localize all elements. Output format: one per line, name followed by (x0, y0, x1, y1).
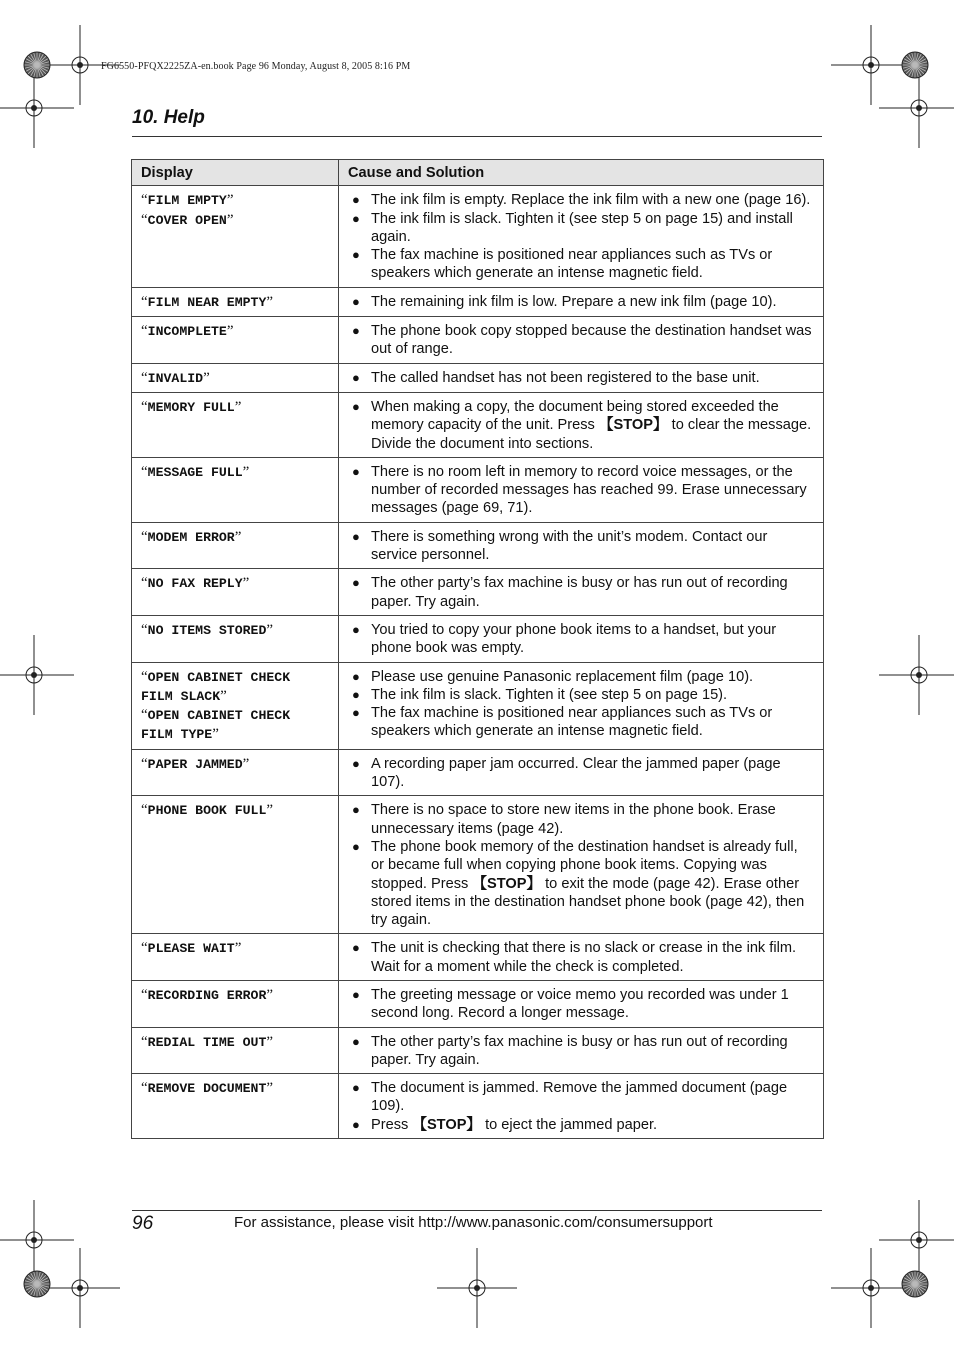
solution-item: ● The other party’s fax machine is busy or has run out of recording paper. Try again. (352, 575, 788, 610)
table-row (132, 522, 824, 569)
display-cell (132, 317, 339, 364)
solution-list (348, 939, 814, 976)
solution-cell (339, 662, 824, 749)
display-message-line: “PLEASE WAIT” (141, 940, 242, 957)
solution-list (348, 755, 814, 792)
solution-item: ● When making a copy, the document being stored exceeded the memory capacity of the unit. Press 【STOP】 to clear the message. Divide the document into sections. (352, 398, 812, 452)
display-cell (132, 980, 339, 1027)
bullet-icon: ● (352, 940, 360, 956)
display-message-line: “OPEN CABINET CHECK (141, 668, 291, 685)
solution-list (348, 528, 814, 565)
display-cell (132, 392, 339, 457)
registration-starburst-icon (901, 51, 929, 79)
display-message-text: PAPER JAMMED (147, 756, 243, 772)
solution-item: ● The other party’s fax machine is busy or has run out of recording paper. Try again. (352, 1033, 788, 1068)
solution-cell (339, 363, 824, 392)
section-title: 10. Help (132, 107, 205, 128)
display-message-text: FILM NEAR EMPTY (147, 294, 267, 310)
table-header-row (132, 160, 824, 186)
registration-crosshair-icon (40, 1248, 120, 1328)
display-message-line: “REMOVE DOCUMENT” (141, 1080, 274, 1097)
table-row (132, 363, 824, 392)
bullet-icon: ● (352, 369, 360, 385)
solution-item: ● The fax machine is positioned near appliances such as TVs or speakers which generate an intense magnetic field. (352, 705, 773, 740)
solution-list (348, 398, 814, 453)
registration-crosshair-icon (0, 68, 74, 148)
bullet-icon: ● (352, 705, 360, 721)
solution-item: ● The ink film is empty. Replace the ink film with a new one (page 16). (352, 192, 811, 209)
bullet-icon: ● (352, 755, 360, 771)
header-rule (132, 136, 822, 137)
display-message-line: “FILM NEAR EMPTY” (141, 293, 274, 310)
display-message-line: FILM TYPE” (141, 726, 219, 743)
display-message-line: “REDIAL TIME OUT” (141, 1033, 274, 1050)
display-message-line: “MODEM ERROR” (141, 528, 242, 545)
table-row (132, 796, 824, 934)
solution-cell (339, 569, 824, 616)
table-row (132, 317, 824, 364)
display-message-text: OPEN CABINET CHECK (147, 708, 291, 724)
table-row (132, 186, 824, 287)
solution-item: ● The phone book memory of the destination handset is already full, or became full when copying phone book items. Copying was stopped. Press 【STOP】 to exit the mode (page 42). Erase other stored items in the destination handset phone book (page 42), then try again. (352, 838, 805, 929)
bullet-icon: ● (352, 247, 360, 263)
display-cell (132, 186, 339, 287)
solution-list (348, 191, 814, 282)
bullet-icon: ● (352, 323, 360, 339)
solution-cell (339, 186, 824, 287)
bullet-icon: ● (352, 293, 360, 309)
solution-cell (339, 287, 824, 316)
solution-list (348, 369, 814, 387)
table-row (132, 392, 824, 457)
bullet-icon: ● (352, 621, 360, 637)
registration-crosshair-icon (0, 635, 74, 715)
display-message-line: “COVER OPEN” (141, 211, 234, 228)
display-message-line: “OPEN CABINET CHECK (141, 707, 291, 724)
display-message-line: “INVALID” (141, 369, 210, 386)
display-message-text: NO FAX REPLY (147, 576, 243, 592)
display-cell (132, 796, 339, 934)
solution-cell (339, 1074, 824, 1139)
solution-cell (339, 796, 824, 934)
solution-list (348, 668, 814, 741)
bullet-icon: ● (352, 838, 360, 854)
display-cell (132, 749, 339, 796)
solution-cell (339, 980, 824, 1027)
display-cell (132, 363, 339, 392)
solution-cell (339, 392, 824, 457)
solution-item: ● There is something wrong with the unit’s modem. Contact our service personnel. (352, 528, 768, 564)
solution-cell (339, 457, 824, 522)
table-row (132, 569, 824, 616)
display-cell (132, 569, 339, 616)
display-message-text: REDIAL TIME OUT (147, 1034, 267, 1050)
display-message-text: INCOMPLETE (147, 324, 227, 340)
table-row (132, 457, 824, 522)
display-cell (132, 934, 339, 981)
bullet-icon: ● (352, 986, 360, 1002)
page-number: 96 (132, 1213, 154, 1234)
display-cell (132, 1074, 339, 1139)
solution-cell (339, 615, 824, 662)
display-message-text: NO ITEMS STORED (147, 622, 267, 638)
display-message-line: “NO ITEMS STORED” (141, 621, 274, 638)
solution-item: ● Please use genuine Panasonic replacement film (page 10). (352, 668, 754, 685)
solution-cell (339, 317, 824, 364)
display-message-line: “MEMORY FULL” (141, 398, 242, 415)
solution-item: ● You tried to copy your phone book items to a handset, but your phone book was empty. (352, 621, 777, 657)
stop-key-label: 【STOP】 (598, 417, 668, 434)
solution-item: ● The fax machine is positioned near appliances such as TVs or speakers which generate an intense magnetic field. (352, 247, 773, 282)
solution-list (348, 574, 814, 611)
footer-rule (132, 1210, 822, 1211)
solution-item: ● The phone book copy stopped because the destination handset was out of range. (352, 323, 812, 358)
table-row (132, 1074, 824, 1139)
solution-list (348, 1079, 814, 1134)
footer-assistance-text: For assistance, please visit http://www.panasonic.com/consumersupport (234, 1214, 713, 1231)
display-cell (132, 615, 339, 662)
bullet-icon: ● (352, 463, 360, 479)
registration-crosshair-icon (879, 68, 954, 148)
display-message-text: COVER OPEN (147, 212, 227, 228)
solution-cell (339, 1027, 824, 1074)
solution-item: ● The document is jammed. Remove the jammed document (page 109). (352, 1080, 788, 1115)
table-row (132, 615, 824, 662)
display-message-text: FILM EMPTY (147, 193, 227, 209)
table-body (132, 186, 824, 1139)
column-header-cause: Cause and Solution (339, 160, 824, 186)
display-message-line: FILM SLACK” (141, 687, 227, 704)
bullet-icon: ● (352, 802, 360, 818)
display-cell (132, 1027, 339, 1074)
bullet-icon: ● (352, 575, 360, 591)
display-message-text: REMOVE DOCUMENT (147, 1081, 267, 1097)
display-message-line: “INCOMPLETE” (141, 323, 234, 340)
solution-list (348, 293, 814, 311)
solution-list (348, 322, 814, 359)
display-message-text: OPEN CABINET CHECK (147, 669, 291, 685)
display-message-text: MODEM ERROR (147, 529, 235, 545)
bullet-icon: ● (352, 1033, 360, 1049)
solution-item: ● Press 【STOP】 to eject the jammed paper. (352, 1116, 658, 1133)
display-message-text: RECORDING ERROR (147, 987, 267, 1003)
bullet-icon: ● (352, 210, 360, 226)
display-message-text: PLEASE WAIT (147, 941, 235, 957)
stop-key-label: 【STOP】 (472, 875, 542, 892)
registration-starburst-icon (901, 1270, 929, 1298)
display-message-line: “RECORDING ERROR” (141, 986, 274, 1003)
solution-list (348, 463, 814, 518)
display-message-text: INVALID (147, 370, 204, 386)
solution-cell (339, 749, 824, 796)
display-message-line: “PHONE BOOK FULL” (141, 802, 274, 819)
solution-item: ● A recording paper jam occurred. Clear the jammed paper (page 107). (352, 755, 781, 791)
table-row (132, 749, 824, 796)
stop-key-label: 【STOP】 (412, 1116, 482, 1133)
solution-item: ● The ink film is slack. Tighten it (see step 5 on page 15). (352, 686, 728, 703)
solution-list (348, 621, 814, 658)
solution-item: ● The called handset has not been registered to the base unit. (352, 369, 760, 386)
display-cell (132, 522, 339, 569)
table-row (132, 934, 824, 981)
bullet-icon: ● (352, 528, 360, 544)
bullet-icon: ● (352, 398, 360, 414)
bullet-icon: ● (352, 1080, 360, 1096)
table-row (132, 980, 824, 1027)
display-cell (132, 287, 339, 316)
solution-list (348, 986, 814, 1023)
display-message-text: FILM TYPE (141, 727, 213, 743)
display-message-text: PHONE BOOK FULL (147, 803, 267, 819)
display-cell (132, 457, 339, 522)
print-header: FG6550-PFQX2225ZA-en.book Page 96 Monday, August 8, 2005 8:16 PM (101, 61, 411, 72)
display-message-text: FILM SLACK (141, 688, 221, 704)
display-cell (132, 662, 339, 749)
table-row (132, 1027, 824, 1074)
solution-item: ● The unit is checking that there is no slack or crease in the ink film. Wait for a moment while the check is completed. (352, 940, 797, 975)
display-message-text: MEMORY FULL (147, 399, 235, 415)
column-header-display: Display (132, 160, 339, 186)
solution-cell (339, 522, 824, 569)
registration-crosshair-icon (831, 1248, 911, 1328)
registration-starburst-icon (23, 1270, 51, 1298)
help-table (131, 159, 824, 1139)
table-row (132, 662, 824, 749)
display-message-text: MESSAGE FULL (147, 464, 243, 480)
bullet-icon: ● (352, 686, 360, 702)
display-message-line: “FILM EMPTY” (141, 192, 234, 209)
solution-item: ● There is no space to store new items in the phone book. Erase unnecessary items (page 42). (352, 802, 776, 837)
bullet-icon: ● (352, 192, 360, 208)
display-message-line: “NO FAX REPLY” (141, 575, 250, 592)
solution-item: ● The ink film is slack. Tighten it (see step 5 on page 15) and install again. (352, 210, 793, 245)
display-message-line: “MESSAGE FULL” (141, 463, 250, 480)
registration-crosshair-icon (437, 1248, 517, 1328)
bullet-icon: ● (352, 668, 360, 684)
solution-item: ● The greeting message or voice memo you recorded was under 1 second long. Record a longer message. (352, 986, 789, 1022)
table-row (132, 287, 824, 316)
solution-list (348, 801, 814, 929)
solution-list (348, 1033, 814, 1070)
registration-starburst-icon (23, 51, 51, 79)
display-message-line: “PAPER JAMMED” (141, 755, 250, 772)
solution-cell (339, 934, 824, 981)
bullet-icon: ● (352, 1116, 360, 1132)
solution-item: ● There is no room left in memory to record voice messages, or the number of recorded messages has reached 99. Erase unnecessary messages (page 69, 71). (352, 463, 807, 517)
registration-crosshair-icon (879, 635, 954, 715)
solution-item: ● The remaining ink film is low. Prepare a new ink film (page 10). (352, 293, 777, 310)
